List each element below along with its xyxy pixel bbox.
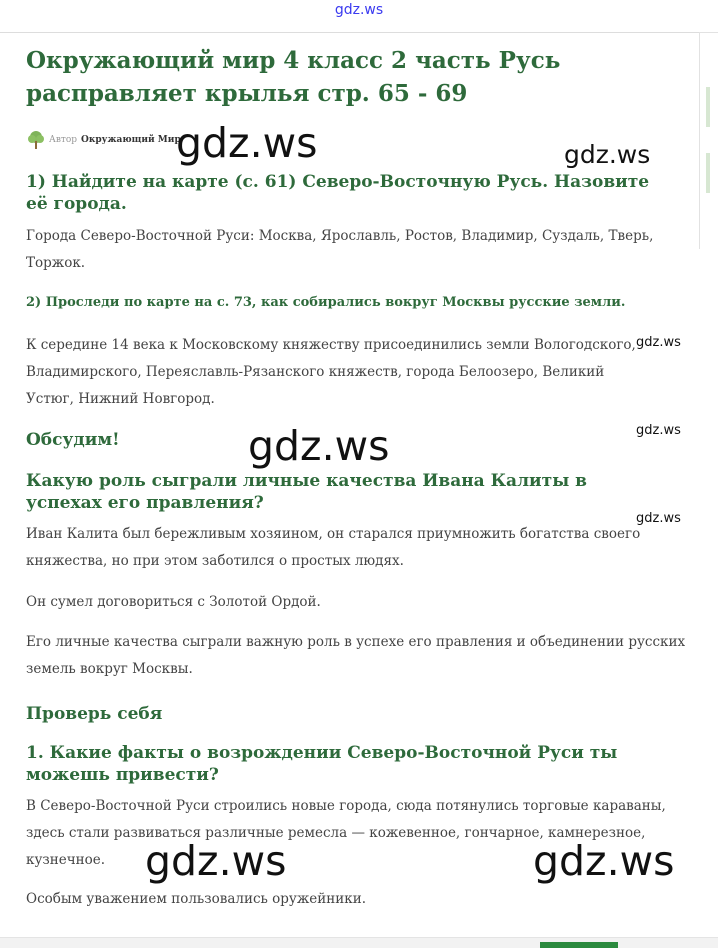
watermark: gdz.ws	[248, 422, 390, 470]
check-yourself-heading: Проверь себя	[26, 704, 163, 724]
watermark: gdz.ws	[145, 837, 287, 885]
question-3-answer-3: Его личные качества сыграли важную роль в успехе его правления и объединении русских земель вокруг Москвы.	[26, 634, 686, 677]
question-4-answer-1: В Северо-Восточной Руси строились новые города, сюда потянулись торговые караваны, здесь стали развиваться различные ремесла — кожевенное, гончарное, камнерезное, кузнечное.	[26, 798, 666, 868]
question-2-heading: 2) Проследи по карте на с. 73, как собирались вокруг Москвы русские земли.	[26, 295, 626, 310]
question-3-heading: Какую роль сыграли личные качества Ивана Калиты в успехах его правления?	[26, 471, 587, 513]
sidebar-mark	[706, 153, 710, 193]
watermark: gdz.ws	[176, 119, 318, 167]
watermark: gdz.ws	[636, 511, 681, 526]
author-prefix: Автор	[49, 135, 78, 145]
question-3-answer-1: Иван Калита был бережливым хозяином, он старался приумножить богатства своего княжества, но при этом заботился о простых людях.	[26, 526, 641, 569]
author-name[interactable]: Окружающий Мир	[81, 135, 181, 145]
author-line	[26, 129, 181, 151]
tree-icon	[26, 130, 46, 150]
question-1-answer: Города Северо-Восточной Руси: Москва, Ярославль, Ростов, Владимир, Суздаль, Тверь, Торжок.	[26, 228, 654, 271]
sidebar-mark	[706, 87, 710, 127]
discuss-heading: Обсудим!	[26, 430, 120, 450]
question-4-heading: 1. Какие факты о возрождении Северо-Восточной Руси ты можешь привести?	[26, 743, 618, 785]
question-1-heading: 1) Найдите на карте (с. 61) Северо-Восточную Русь. Назовите её города.	[26, 172, 650, 214]
watermark: gdz.ws	[636, 335, 681, 350]
bottom-bar	[0, 937, 718, 948]
page-title: Окружающий мир 4 класс 2 часть Русь расправляет крылья стр. 65 - 69	[26, 47, 561, 107]
top-watermark: gdz.ws	[334, 2, 384, 18]
bottom-action-button[interactable]	[540, 942, 618, 948]
question-2-answer: К середине 14 века к Московскому княжеству присоединились земли Вологодского, Владимирского, Переяславль-Рязанского княжеств, города Белоозеро, Великий Устюг, Нижний Новгород.	[26, 337, 636, 407]
watermark: gdz.ws	[564, 140, 651, 169]
watermark: gdz.ws	[636, 423, 681, 438]
sidebar-edge	[699, 32, 718, 249]
question-4-answer-2: Особым уважением пользовались оружейники.	[26, 891, 367, 907]
question-3-answer-2: Он сумел договориться с Золотой Ордой.	[26, 594, 321, 610]
header-divider	[0, 32, 718, 33]
watermark: gdz.ws	[533, 837, 675, 885]
